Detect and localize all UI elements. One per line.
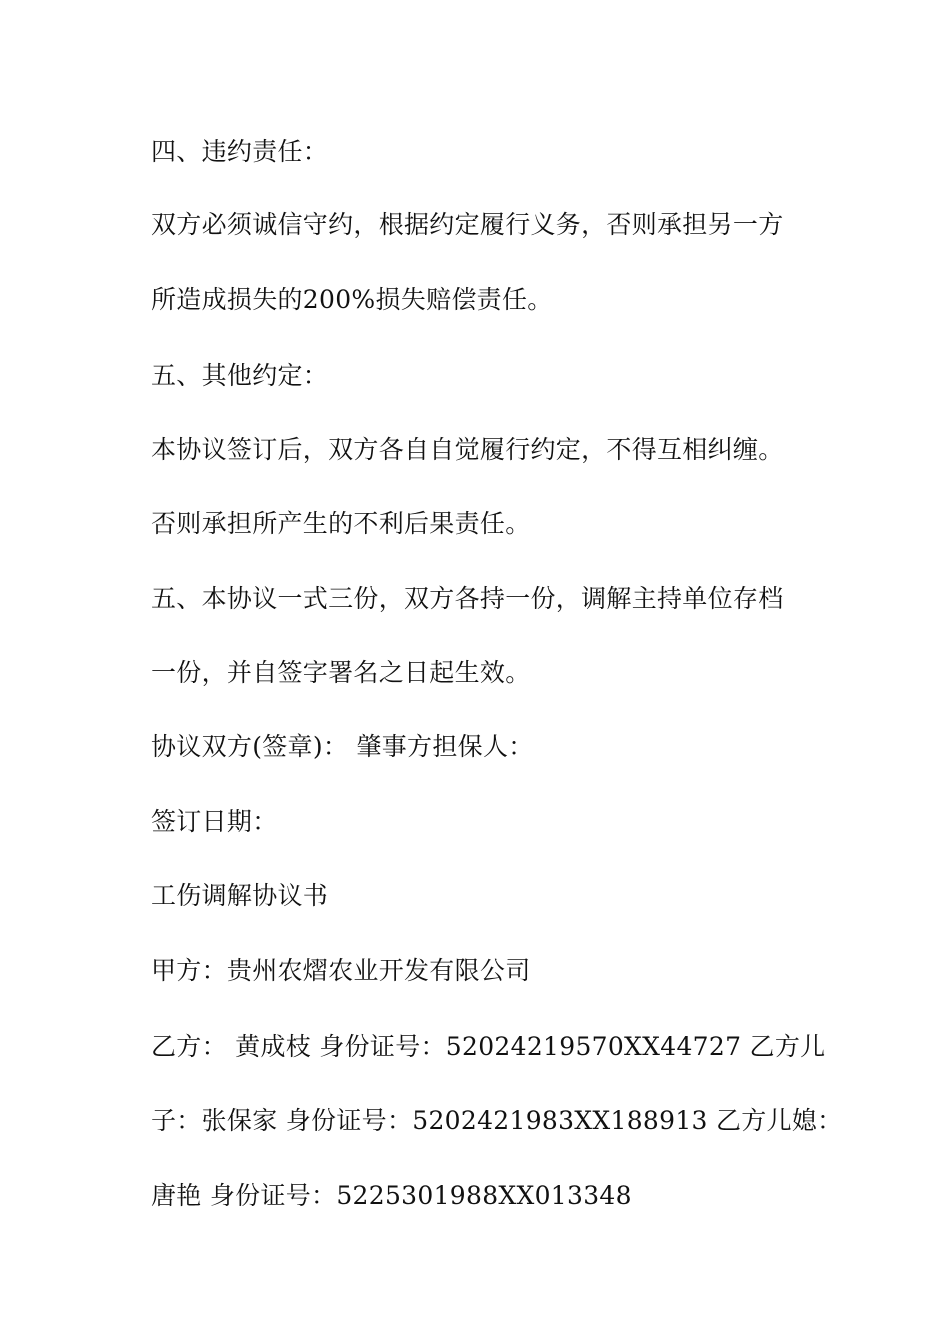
paragraph-line: 所造成损失的200%损失赔偿责任。 [151,285,553,314]
paragraph-line: 一份，并自签字署名之日起生效。 [151,658,531,687]
signature-line: 协议双方(签章)： 肇事方担保人： [151,732,534,761]
document-title: 工伤调解协议书 [151,881,329,910]
party-b-line: 乙方： 黄成枝 身份证号：52024219570XX44727 乙方儿 [151,1032,826,1061]
section-heading-other-terms: 五、其他约定： [151,361,329,390]
signing-date-line: 签订日期： [151,807,278,836]
party-b-family-line: 唐艳 身份证号：5225301988XX013348 [151,1181,632,1210]
section-heading-breach-liability: 四、违约责任： [151,137,329,166]
paragraph-line: 双方必须诚信守约，根据约定履行义务，否则承担另一方 [151,210,784,239]
paragraph-line: 否则承担所产生的不利后果责任。 [151,509,531,538]
party-a-line: 甲方：贵州农熠农业开发有限公司 [151,956,531,985]
paragraph-line: 本协议签订后，双方各自自觉履行约定，不得互相纠缠。 [151,435,784,464]
party-b-family-line: 子：张保家 身份证号：5202421983XX188913 乙方儿媳： [151,1106,843,1135]
paragraph-line: 五、本协议一式三份，双方各持一份，调解主持单位存档 [151,584,784,613]
